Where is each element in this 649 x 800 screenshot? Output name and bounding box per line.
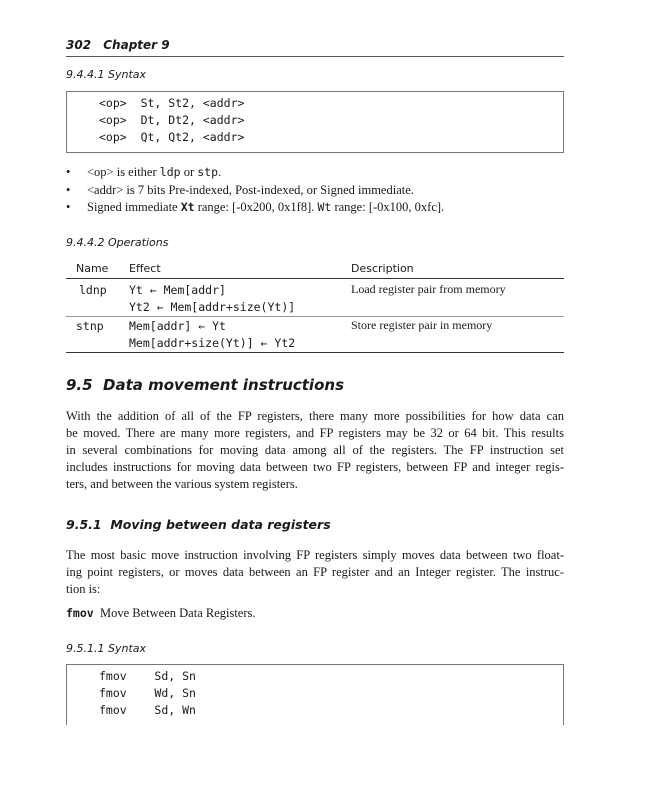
inline-code: Wt [317,200,332,214]
row-effect: Mem[addr+size(Yt)] ← Yt2 [129,336,296,350]
subsection-title-text: Moving between data registers [110,517,331,532]
syntax-code-box [66,664,564,725]
table-rule [66,278,564,279]
code-args: Qt, Qt2, <addr> [140,130,245,144]
table-rule [66,352,564,353]
code-line [99,113,244,127]
code-line [99,96,244,110]
paragraph-line: ing point registers, or moves data between an FP register and an Integer register. The instruc- [66,565,564,579]
row-effect: Yt ← Mem[addr] [129,283,226,297]
section-paragraph [66,408,564,493]
section-title-text: Data movement instructions [103,376,344,394]
code-line [99,130,244,144]
code-op: fmov [99,669,127,683]
code-args: Dt, Dt2, <addr> [140,113,245,127]
row-effect: Mem[addr] ← Yt [129,319,226,333]
page-number: 302 [66,38,92,52]
col-header-effect: Effect [129,262,161,275]
code-args: Sd, Wn [154,703,196,717]
inline-code: ldp [159,165,181,179]
code-line [99,669,196,683]
paragraph-line: includes instructions for moving data between two FP registers, between FP and integer regis- [66,460,564,474]
col-header-name: Name [76,262,109,275]
bullet-dot: • [66,200,71,214]
code-op: fmov [99,686,127,700]
table-rule [66,316,564,317]
code-op: <op> [99,130,127,144]
syntax-heading: 9.5.1.1 Syntax [66,642,147,655]
col-header-description: Description [351,262,414,275]
bullet-text: <addr> is 7 bits Pre-indexed, Post-indexed, or Signed immediate. [87,183,414,197]
inline-code: Xt [180,200,195,214]
row-effect: Yt2 ← Mem[addr+size(Yt)] [129,300,296,314]
code-args: Wd, Sn [154,686,196,700]
code-op: <op> [99,113,127,127]
instruction-description: Move Between Data Registers. [100,606,256,620]
paragraph-line: be moved. There are many more registers, and FP registers may be 32 or 64 bit. This results [66,426,564,440]
row-description: Load register pair from memory [351,282,506,296]
paragraph-line: ters, and between the various system registers. [66,477,298,491]
bullet-text: range: [-0x100, 0xfc]. [331,200,445,214]
bullet-text: <op> is either [87,165,160,179]
syntax-heading: 9.4.4.1 Syntax [66,68,147,81]
code-args: St, St2, <addr> [140,96,245,110]
code-op: <op> [99,96,127,110]
row-name: ldnp [79,283,107,297]
running-header [66,38,564,57]
bullet-text: Signed immediate [87,200,181,214]
paragraph-line: With the addition of all of the FP registers, there many more possibilities for how data can [66,409,564,423]
bullet-text: . [218,165,222,179]
syntax-code-box [66,91,564,153]
row-name: stnp [76,319,104,333]
paragraph-line: in several combinations for moving data among all of the registers. The FP instruction set [66,443,564,457]
subsection-title [66,517,331,532]
instruction-entry [66,606,256,621]
section-number: 9.5 [66,376,93,394]
chapter-label: Chapter 9 [103,38,170,52]
paragraph-line: tion is: [66,582,101,596]
subsection-number: 9.5.1 [66,517,102,532]
paragraph-line: The most basic move instruction involving FP registers simply moves data between two float- [66,548,564,562]
code-args: Sd, Sn [154,669,196,683]
section-title [66,376,344,394]
subsection-paragraph [66,547,564,598]
bullet-dot: • [66,183,71,197]
instruction-mnemonic: fmov [66,606,94,620]
inline-code: stp [197,165,219,179]
row-description: Store register pair in memory [351,318,493,332]
bullet-dot: • [66,165,71,179]
bullet-text: range: [-0x200, 0x1f8]. [194,200,318,214]
code-line [99,686,196,700]
code-op: fmov [99,703,127,717]
bullet-text: or [180,165,198,179]
code-line [99,703,196,717]
operations-heading: 9.4.4.2 Operations [66,236,169,249]
